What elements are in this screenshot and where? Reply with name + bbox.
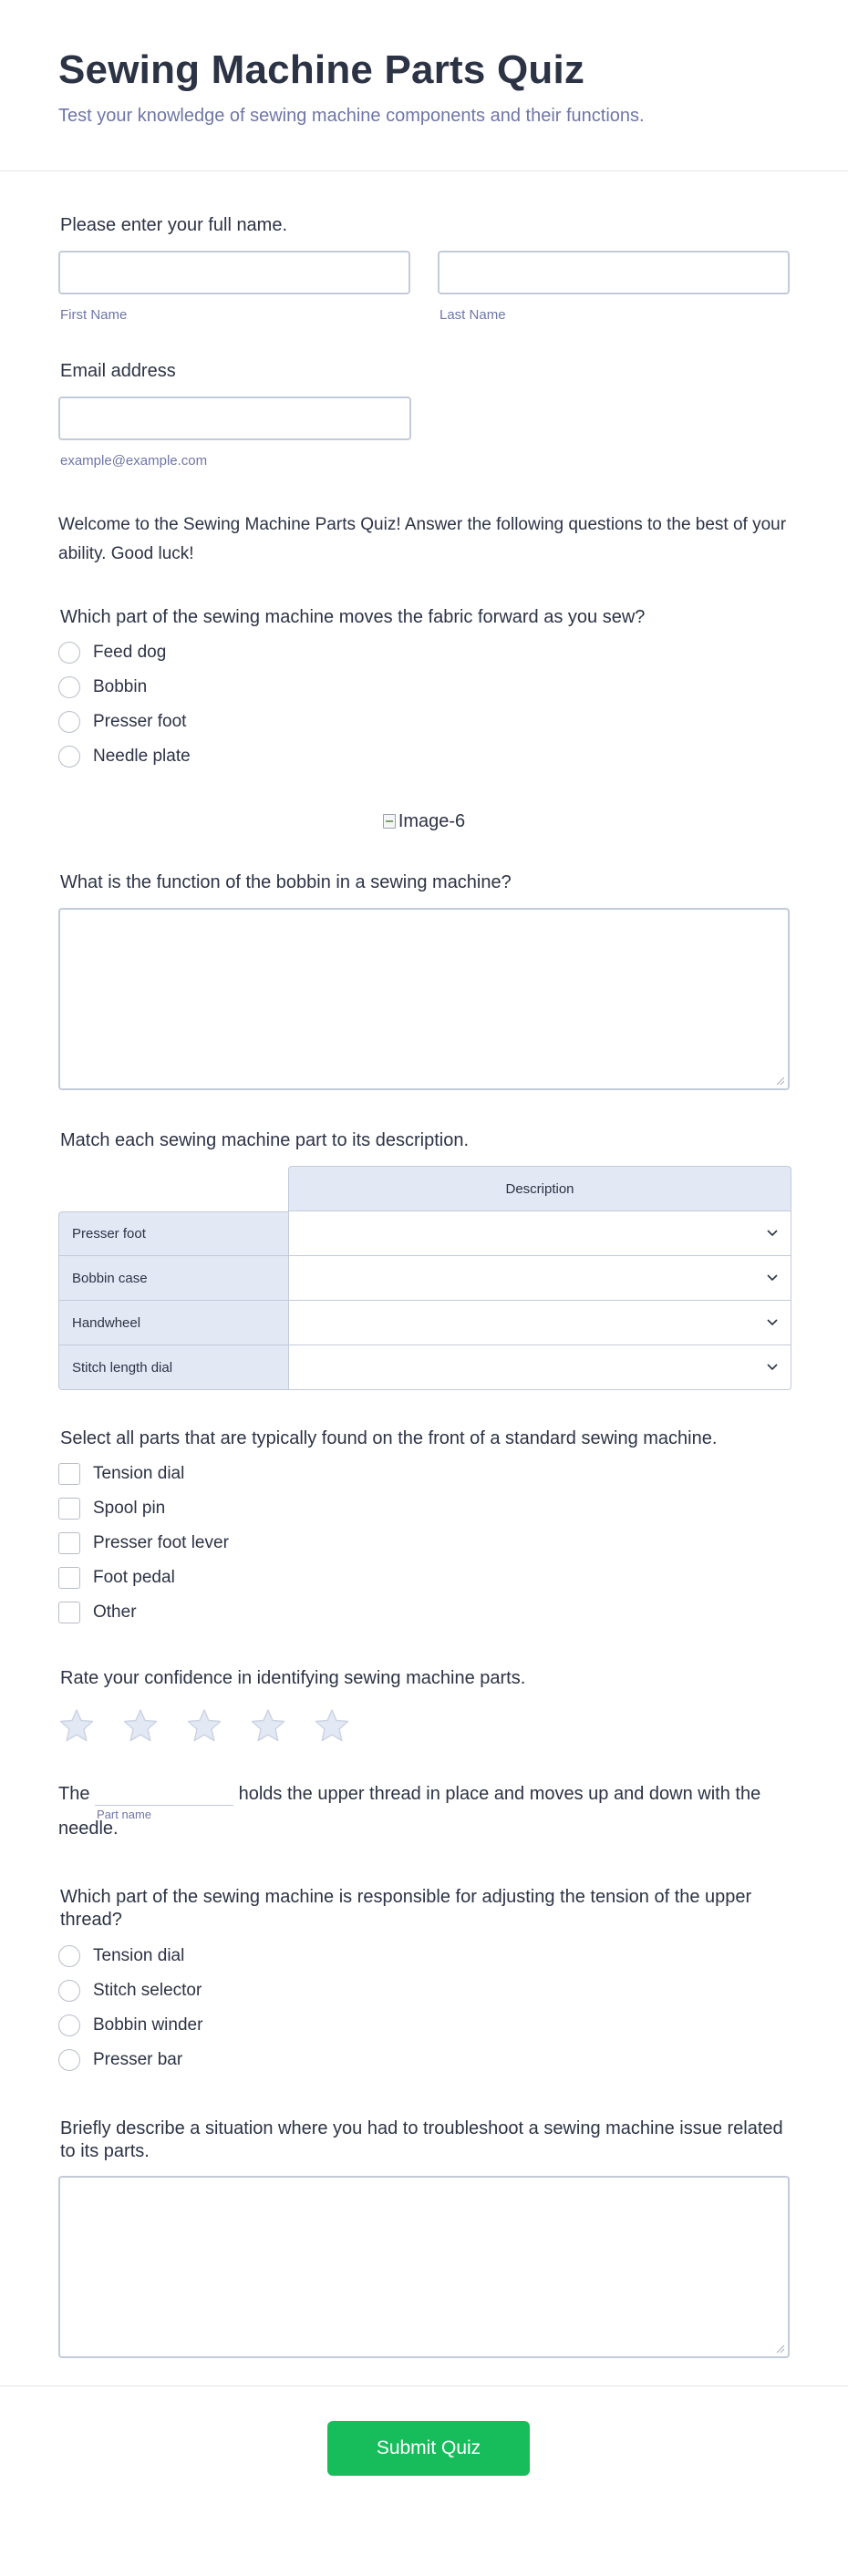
image-alt-text: Image-6 [398,810,466,831]
q2-question [58,834,790,1090]
matrix-row [58,1345,791,1390]
checkbox[interactable] [58,1532,80,1554]
radio-button[interactable] [58,642,80,664]
q1-option[interactable] [58,670,790,705]
option-label: Feed dog [93,643,167,662]
option-label: Bobbin [93,677,148,696]
chevron-down-icon [767,1319,778,1326]
radio-button[interactable] [58,711,80,733]
form-content [0,171,848,2385]
part-name-sublabel: Part name [97,1807,152,1821]
star-icon[interactable] [314,1707,350,1744]
image-block [58,809,790,834]
fill-text-after: holds the upper thread in place and moves up and down with the needle. [58,1784,761,1839]
star-icon[interactable] [58,1707,95,1744]
matrix-row-label: Bobbin case [58,1256,288,1301]
checks-option[interactable] [58,1526,790,1561]
form-footer [0,2385,848,2520]
checks-option[interactable] [58,1595,790,1630]
resize-grip-icon[interactable] [775,1076,784,1085]
email-label: Email address [60,361,176,381]
q1-question [58,569,790,774]
matrix-dropdown[interactable] [288,1301,791,1345]
q3-label: Which part of the sewing machine is responsible for adjusting the tension of the upper thread? [60,1887,752,1930]
q3-option[interactable] [58,1939,790,1973]
option-label: Needle plate [93,747,191,766]
checks-question [58,1390,790,1630]
radio-button[interactable] [58,1980,80,2002]
matrix-row [58,1301,791,1345]
q3-option[interactable] [58,2008,790,2043]
checkbox[interactable] [58,1602,80,1623]
q3-option[interactable] [58,1973,790,2008]
last-name-input[interactable] [438,251,790,294]
q1-option[interactable] [58,635,790,670]
q2-label: What is the function of the bobbin in a sewing machine? [60,872,512,892]
broken-image-icon [383,814,396,829]
matrix-corner [58,1166,288,1211]
intro-text: Welcome to the Sewing Machine Parts Quiz! Answer the following questions to the best of your ability. Good luck! [58,515,787,563]
fill-text-before: The [58,1784,90,1804]
q3-question [58,1846,790,2077]
checkbox[interactable] [58,1567,80,1589]
submit-button[interactable]: Submit Quiz [327,2421,530,2476]
option-label: Bobbin winder [93,2015,203,2035]
q1-option[interactable] [58,705,790,739]
q4-label: Briefly describe a situation where you had to troubleshoot a sewing machine issue related to its parts. [60,2118,783,2161]
matrix-dropdown[interactable] [288,1345,791,1390]
radio-button[interactable] [58,2049,80,2071]
option-label: Tension dial [93,1464,185,1483]
email-sublabel: example@example.com [60,453,208,469]
resize-grip-icon[interactable] [775,2344,784,2353]
chevron-down-icon [767,1274,778,1282]
radio-button[interactable] [58,1945,80,1967]
matrix-column-header: Description [288,1166,791,1211]
email-question [58,323,790,469]
radio-button[interactable] [58,746,80,768]
option-label: Other [93,1602,137,1622]
page-title: Sewing Machine Parts Quiz [58,47,585,92]
option-label: Tension dial [93,1946,185,1965]
matrix-dropdown[interactable] [288,1211,791,1256]
option-label: Spool pin [93,1499,166,1518]
radio-button[interactable] [58,676,80,698]
matrix-row-label: Presser foot [58,1211,288,1256]
form-header [0,0,848,171]
first-name-sublabel: First Name [60,307,128,323]
matrix-dropdown[interactable] [288,1256,791,1301]
part-name-input[interactable] [95,1784,233,1821]
checks-option[interactable] [58,1561,790,1595]
star-icon[interactable] [122,1707,159,1744]
first-name-input[interactable] [58,251,410,294]
option-label: Stitch selector [93,1981,202,2000]
last-name-sublabel: Last Name [440,307,506,323]
q1-label: Which part of the sewing machine moves the fabric forward as you sew? [60,607,646,627]
chevron-down-icon [767,1364,778,1371]
checkbox[interactable] [58,1498,80,1520]
option-label: Presser foot [93,712,187,731]
chevron-down-icon [767,1230,778,1237]
checks-label: Select all parts that are typically found on the front of a standard sewing machine. [60,1428,718,1448]
matrix-label: Match each sewing machine part to its description. [60,1130,469,1150]
matrix-question [58,1090,790,1390]
star-icon[interactable] [186,1707,222,1744]
rating-question [58,1630,790,1744]
option-label: Presser bar [93,2050,183,2069]
name-label: Please enter your full name. [60,215,288,235]
q2-textarea[interactable] [58,908,790,1090]
q4-textarea[interactable] [58,2176,790,2358]
fill-question [58,1777,790,1846]
rating-label: Rate your confidence in identifying sewing machine parts. [60,1668,526,1688]
checkbox[interactable] [58,1463,80,1485]
checks-option[interactable] [58,1457,790,1491]
q4-question [58,2077,790,2385]
star-icon[interactable] [250,1707,286,1744]
name-question [58,171,790,323]
q3-option[interactable] [58,2043,790,2077]
matrix-row-label: Stitch length dial [58,1345,288,1390]
matrix-table [58,1166,791,1390]
radio-button[interactable] [58,2014,80,2036]
star-rating [58,1707,790,1744]
page-subtitle: Test your knowledge of sewing machine components and their functions. [58,106,645,126]
option-label: Presser foot lever [93,1533,229,1552]
matrix-row-label: Handwheel [58,1301,288,1345]
matrix-row [58,1211,791,1256]
checks-option[interactable] [58,1491,790,1526]
matrix-row [58,1256,791,1301]
option-label: Foot pedal [93,1568,175,1587]
q1-option[interactable] [58,739,790,774]
email-input[interactable] [58,397,411,440]
